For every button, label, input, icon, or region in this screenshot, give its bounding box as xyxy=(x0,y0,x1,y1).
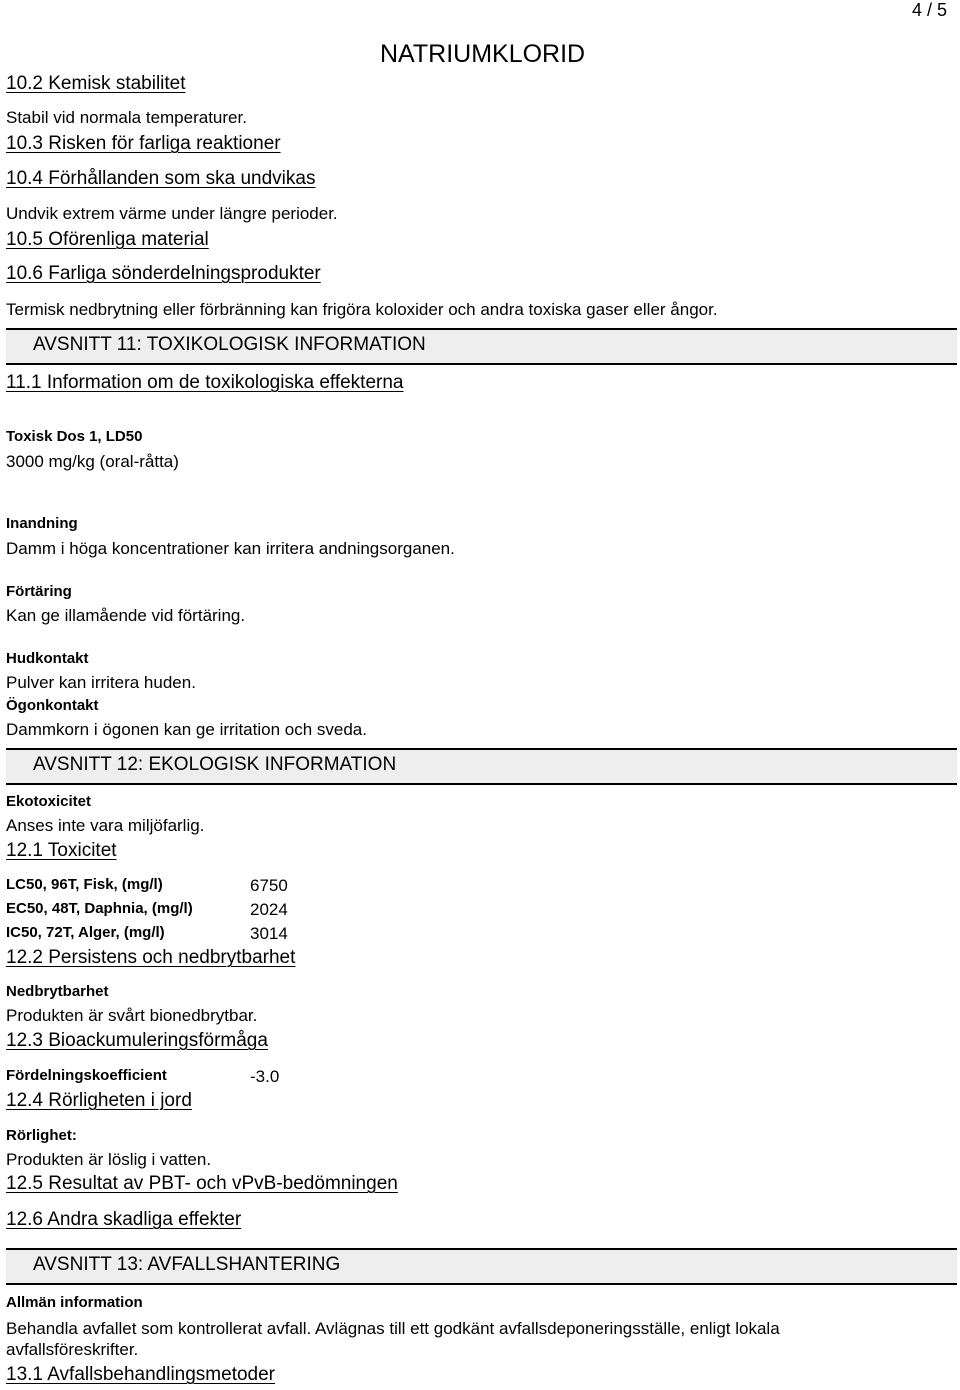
mobility-label: Rörlighet: xyxy=(6,1127,77,1144)
degradability-text: Produkten är svårt bionedbrytbar. xyxy=(6,1006,258,1025)
partition-coefficient-label: Fördelningskoefficient xyxy=(6,1067,167,1084)
inhalation-label: Inandning xyxy=(6,515,78,532)
toxicity-row-value: 2024 xyxy=(250,900,288,919)
toxicity-row-label: IC50, 72T, Alger, (mg/l) xyxy=(6,924,165,941)
toxic-dose-value: 3000 mg/kg (oral-råtta) xyxy=(6,452,179,471)
heading-12-6: 12.6 Andra skadliga effekter xyxy=(6,1209,242,1230)
heading-13-1: 13.1 Avfallsbehandlingsmetoder xyxy=(6,1364,276,1385)
mobility-text: Produkten är löslig i vatten. xyxy=(6,1150,212,1169)
section-11-header xyxy=(6,328,957,365)
toxicity-row-value: 3014 xyxy=(250,924,288,943)
eye-contact-text: Dammkorn i ögonen kan ge irritation och sveda. xyxy=(6,720,367,739)
page-number: 4 / 5 xyxy=(912,0,948,20)
skin-contact-text: Pulver kan irritera huden. xyxy=(6,673,196,692)
ecotoxicity-label: Ekotoxicitet xyxy=(6,793,92,810)
text-10-2: Stabil vid normala temperaturer. xyxy=(6,108,247,127)
product-title: NATRIUMKLORID xyxy=(380,40,586,68)
heading-12-1: 12.1 Toxicitet xyxy=(6,840,117,861)
section-12-header xyxy=(6,748,957,785)
heading-10-2: 10.2 Kemisk stabilitet xyxy=(6,73,186,94)
ingestion-label: Förtäring xyxy=(6,583,72,600)
section-13-title: AVSNITT 13: AVFALLSHANTERING xyxy=(33,1254,341,1275)
heading-10-4: 10.4 Förhållanden som ska undvikas xyxy=(6,168,316,189)
heading-10-5: 10.5 Oförenliga material xyxy=(6,229,209,250)
toxic-dose-label: Toxisk Dos 1, LD50 xyxy=(6,428,143,445)
text-10-6: Termisk nedbrytning eller förbränning kan frigöra koloxider och andra toxiska gaser eller ångor. xyxy=(6,300,718,319)
skin-contact-label: Hudkontakt xyxy=(6,650,89,667)
heading-12-2: 12.2 Persistens och nedbrytbarhet xyxy=(6,947,296,968)
heading-12-4: 12.4 Rörligheten i jord xyxy=(6,1090,192,1111)
section-11-title: AVSNITT 11: TOXIKOLOGISK INFORMATION xyxy=(33,334,426,355)
heading-12-3: 12.3 Bioackumuleringsförmåga xyxy=(6,1030,268,1051)
heading-11-1: 11.1 Information om de toxikologiska effekterna xyxy=(6,372,404,393)
section-13-header xyxy=(6,1248,957,1285)
toxicity-row-label: LC50, 96T, Fisk, (mg/l) xyxy=(6,876,163,893)
heading-10-6: 10.6 Farliga sönderdelningsprodukter xyxy=(6,263,321,284)
ecotoxicity-text: Anses inte vara miljöfarlig. xyxy=(6,816,205,835)
inhalation-text: Damm i höga koncentrationer kan irritera andningsorganen. xyxy=(6,539,455,558)
general-info-text: Behandla avfallet som kontrollerat avfall. Avlägnas till ett godkänt avfallsdeponeringsställe, enligt lokala avfallsföreskrifter. xyxy=(6,1319,780,1359)
ingestion-text: Kan ge illamående vid förtäring. xyxy=(6,606,246,625)
toxicity-row-label: EC50, 48T, Daphnia, (mg/l) xyxy=(6,900,193,917)
text-10-4: Undvik extrem värme under längre perioder. xyxy=(6,204,338,223)
heading-12-5: 12.5 Resultat av PBT- och vPvB-bedömningen xyxy=(6,1173,398,1194)
partition-coefficient-value: -3.0 xyxy=(250,1067,280,1086)
heading-10-3: 10.3 Risken för farliga reaktioner xyxy=(6,133,281,154)
general-info-label: Allmän information xyxy=(6,1294,143,1311)
section-12-title: AVSNITT 12: EKOLOGISK INFORMATION xyxy=(33,754,397,775)
eye-contact-label: Ögonkontakt xyxy=(6,697,99,714)
toxicity-row-value: 6750 xyxy=(250,876,288,895)
degradability-label: Nedbrytbarhet xyxy=(6,983,109,1000)
